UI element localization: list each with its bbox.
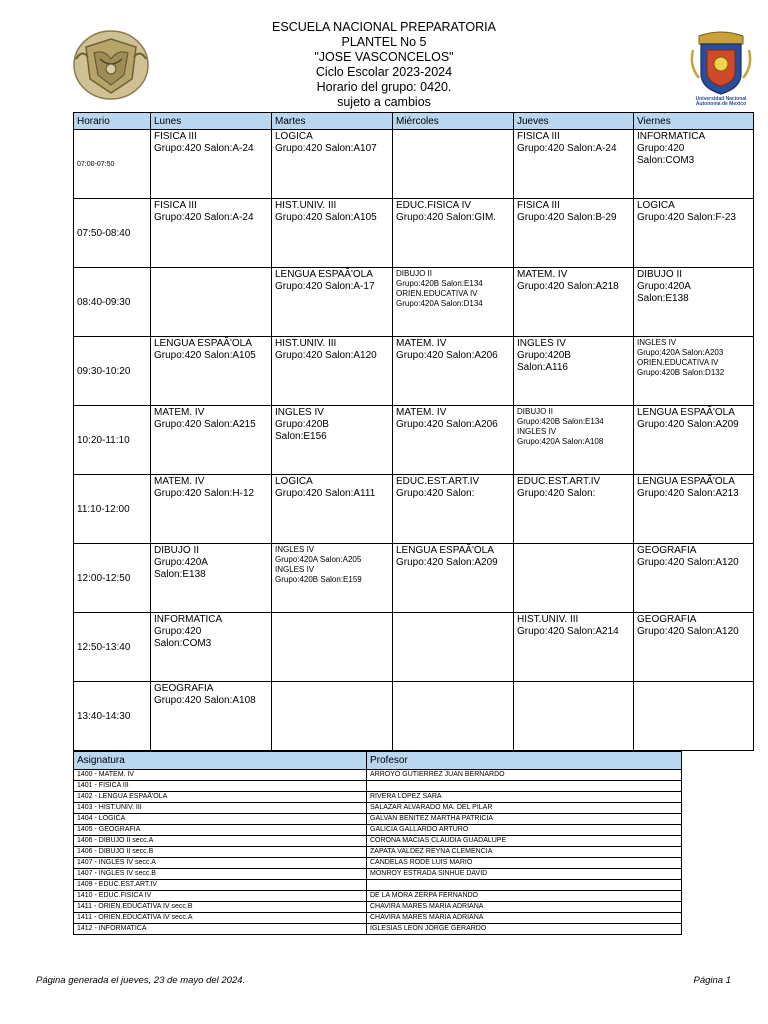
class-cell [151,199,272,268]
class-location: Grupo:420 Salon:A215 [154,419,256,430]
professor-name: GALICIA GALLARDO ARTURO [367,825,682,836]
class-location: Grupo:420 Salon:A209 [637,419,739,430]
class-cell [393,268,514,337]
class-cell [634,406,754,475]
class-location: Grupo:420A [637,281,691,292]
subject-name: 1402 - LENGUA ESPAÃ'OLA [74,792,367,803]
subject-row [74,902,682,913]
class-subject: MATEM. IV [154,476,205,487]
subject-row [74,891,682,902]
class-subject: FISICA III [154,131,197,142]
class-location: Grupo:420 Salon:A218 [517,281,619,292]
professor-name: CHAVIRA MARES MARIA ADRIANA [367,902,682,913]
schedule-header-row [74,113,754,130]
subject-name: 1409 - EDUC.EST.ART.IV [74,880,367,891]
time-slot: 07:50-08:40 [74,199,151,268]
subject-name: 1411 - ORIEN.EDUCATIVA IV secc.B [74,902,367,913]
schedule-row [74,337,754,406]
class-subject: DIBUJO II [396,269,433,278]
class-cell [151,475,272,544]
subject-name: 1405 - GEOGRAFIA [74,825,367,836]
professor-name: DE LA MORA ZERPA FERNANDO [367,891,682,902]
class-subject: GEOGRAFIA [637,614,697,625]
class-cell [393,199,514,268]
class-location: Grupo:420A [154,557,208,568]
class-location: Grupo:420B Salon:D132 [637,368,725,377]
class-location: Grupo:420A Salon:A108 [517,437,604,446]
class-subject: HIST.UNIV. III [275,338,337,349]
class-subject: EDUC.EST.ART.IV [396,476,480,487]
class-location: Salon:COM3 [637,155,695,166]
class-cell [393,544,514,613]
class-location: Grupo:420 Salon:A108 [154,695,256,706]
header-martes: Martes [272,113,393,130]
professor-name [367,880,682,891]
subject-row [74,803,682,814]
professor-name: IGLESIAS LEON JORGE GERARDO [367,924,682,935]
class-cell [393,406,514,475]
subject-name: 1407 - INGLES IV secc.B [74,869,367,880]
header-miercoles: Miércoles [393,113,514,130]
time-slot: 10:20-11:10 [74,406,151,475]
subject-row [74,880,682,891]
school-name: ESCUELA NACIONAL PREPARATORIA [272,20,496,34]
subject-name: 1410 - EDUC.FISICA IV [74,891,367,902]
class-subject: INGLES IV [275,545,315,554]
class-location: Grupo:420 [637,143,685,154]
class-cell [272,613,393,682]
professor-name [367,781,682,792]
time-slot: 07:00-07:50 [74,130,151,199]
class-cell [514,682,634,751]
class-subject: MATEM. IV [517,269,568,280]
class-location: Salon:COM3 [154,638,212,649]
class-location: Grupo:420A Salon:A203 [637,348,724,357]
class-cell [151,544,272,613]
professor-name: MONROY ESTRADA SINHUE DAVID [367,869,682,880]
class-subject: LENGUA ESPAÃ'OLA [154,338,252,349]
class-cell [393,475,514,544]
class-cell [514,337,634,406]
class-subject: DIBUJO II [637,269,683,280]
class-location: Grupo:420 Salon:A206 [396,350,498,361]
page-number: Página 1 [693,975,731,986]
class-subject: INGLES IV [275,565,315,574]
class-location: Grupo:420 Salon:A105 [154,350,256,361]
class-cell [514,268,634,337]
class-location: Grupo:420 Salon:A107 [275,143,377,154]
class-cell [634,130,754,199]
subject-name: 1406 - DIBUJO II secc.B [74,847,367,858]
header-lunes: Lunes [151,113,272,130]
class-location: Grupo:420 Salon:A120 [275,350,377,361]
subject-name: 1401 - FISICA III [74,781,367,792]
schedule-row [74,682,754,751]
class-location: Salon:E138 [637,293,689,304]
subject-name: 1407 - INGLES IV secc.A [74,858,367,869]
time-slot: 09:30-10:20 [74,337,151,406]
class-cell [151,268,272,337]
class-cell [272,544,393,613]
class-cell [514,406,634,475]
campus-title: "JOSE VASCONCELOS" [314,50,454,64]
campus-name: PLANTEL No 5 [341,35,427,49]
subject-row [74,781,682,792]
class-cell [151,406,272,475]
class-cell [272,130,393,199]
class-location: Grupo:420B Salon:E134 [396,279,483,288]
professor-name: CANDELAS RODE LUIS MARIO [367,858,682,869]
subject-row [74,825,682,836]
subject-name: 1406 - DIBUJO II secc.A [74,836,367,847]
class-subject: DIBUJO II [154,545,200,556]
class-subject: INGLES IV [517,338,566,349]
professor-name: CHAVIRA MARES MARIA ADRIANA [367,913,682,924]
class-location: Grupo:420 Salon: [396,488,475,499]
class-location: Grupo:420B Salon:E159 [275,575,362,584]
time-slot: 11:10-12:00 [74,475,151,544]
professor-name: ARROYO GUTIERREZ JUAN BERNARDO [367,770,682,781]
schedule-row [74,406,754,475]
subject-row [74,924,682,935]
header-jueves: Jueves [514,113,634,130]
class-subject: MATEM. IV [396,407,447,418]
class-subject: INFORMATICA [637,131,706,142]
class-subject: FISICA III [517,200,560,211]
class-cell [514,199,634,268]
subject-name: 1411 - ORIEN.EDUCATIVA IV secc.A [74,913,367,924]
svg-text:Autonoma de Mexico: Autonoma de Mexico [695,101,747,106]
class-location: Grupo:420 Salon:A-24 [154,143,254,154]
class-location: Salon:E138 [154,569,206,580]
header-asignatura: Asignatura [74,752,367,770]
professor-name: ZAPATA VALDEZ REYNA CLEMENCIA [367,847,682,858]
class-location: Grupo:420 Salon:A206 [396,419,498,430]
class-subject: DIBUJO II [517,407,554,416]
header-profesor: Profesor [367,752,682,770]
schedule-table [73,112,754,751]
subject-row [74,869,682,880]
class-location: Salon:A116 [517,362,568,373]
class-cell [272,475,393,544]
class-cell [272,406,393,475]
class-location: Grupo:420 Salon:A120 [637,626,739,637]
class-subject: MATEM. IV [154,407,205,418]
class-cell [634,544,754,613]
schedule-row [74,199,754,268]
class-subject: EDUC.EST.ART.IV [517,476,601,487]
time-slot: 12:50-13:40 [74,613,151,682]
class-cell [634,268,754,337]
professor-name: GALVAN BENITEZ MARTHA PATRICIA [367,814,682,825]
class-location: Grupo:420 Salon:A-17 [275,281,375,292]
subject-to-change-note: sujeto a cambios [337,95,431,109]
class-cell [514,475,634,544]
schedule-row [74,613,754,682]
schedule-row [74,268,754,337]
class-location: Grupo:420B [517,350,571,361]
subject-name: 1400 - MATEM. IV [74,770,367,781]
header-viernes: Viernes [634,113,754,130]
generated-date: Página generada el jueves, 23 de mayo del 2024. [36,975,246,986]
subject-row [74,770,682,781]
class-location: Grupo:420A Salon:D134 [396,299,483,308]
subject-name: 1412 - INFORMATICA [74,924,367,935]
class-subject: LOGICA [637,200,675,211]
class-subject: LENGUA ESPAÃ'OLA [396,545,494,556]
class-subject: INGLES IV [517,427,557,436]
class-subject: HIST.UNIV. III [517,614,579,625]
class-location: Grupo:420 Salon:F-23 [637,212,736,223]
class-location: Grupo:420 [154,626,202,637]
class-subject: EDUC.FISICA IV [396,200,472,211]
class-subject: INGLES IV [637,338,677,347]
class-cell [272,268,393,337]
class-cell [634,337,754,406]
professor-name: SALAZAR ALVARADO MA. DEL PILAR [367,803,682,814]
class-subject: GEOGRAFIA [154,683,214,694]
class-cell [634,475,754,544]
subject-name: 1404 - LOGICA [74,814,367,825]
class-cell [393,337,514,406]
class-cell [272,337,393,406]
subject-row [74,847,682,858]
subject-name: 1403 - HIST.UNIV. III [74,803,367,814]
professor-name: RIVERA LOPEZ SARA [367,792,682,803]
class-location: Grupo:420 Salon:A105 [275,212,377,223]
class-location: Grupo:420 Salon:A111 [275,488,376,499]
class-location: Grupo:420 Salon:B-29 [517,212,617,223]
group-schedule-title: Horario del grupo: 0420. [316,80,452,94]
class-cell [151,613,272,682]
class-subject: LENGUA ESPAÃ'OLA [275,269,373,280]
subjects-header-row [74,752,682,770]
subjects-table [73,751,682,935]
class-subject: LENGUA ESPAÃ'OLA [637,476,735,487]
class-subject: HIST.UNIV. III [275,200,337,211]
class-location: Grupo:420 Salon:H-12 [154,488,255,499]
class-subject: INGLES IV [275,407,324,418]
class-subject: FISICA III [154,200,197,211]
professor-name: CORONA MACIAS CLAUDIA GUADALUPE [367,836,682,847]
class-cell [634,682,754,751]
class-cell [634,199,754,268]
class-location: Salon:E156 [275,431,327,442]
class-cell [151,682,272,751]
subject-row [74,913,682,924]
class-subject: LENGUA ESPAÃ'OLA [637,407,735,418]
class-cell [272,682,393,751]
class-cell [393,682,514,751]
subject-row [74,792,682,803]
class-cell [393,130,514,199]
class-subject: FISICA III [517,131,560,142]
class-cell [514,544,634,613]
schedule-row [74,544,754,613]
class-location: Grupo:420B Salon:E134 [517,417,604,426]
class-location: Grupo:420B [275,419,329,430]
class-location: Grupo:420 Salon:A213 [637,488,739,499]
class-subject: ORIEN.EDUCATIVA IV [637,358,719,367]
header-horario: Horario [74,113,151,130]
class-subject: GEOGRAFIA [637,545,697,556]
class-location: Grupo:420 Salon:A214 [517,626,619,637]
svg-text:Universidad Nacional: Universidad Nacional [695,96,747,102]
class-cell [393,613,514,682]
class-subject: INFORMATICA [154,614,223,625]
class-cell [151,130,272,199]
class-subject: ORIEN.EDUCATIVA IV [396,289,478,298]
class-cell [514,130,634,199]
class-location: Grupo:420 Salon:A120 [637,557,739,568]
subject-row [74,814,682,825]
class-cell [151,337,272,406]
time-slot: 08:40-09:30 [74,268,151,337]
subject-row [74,858,682,869]
document-header [0,20,768,110]
class-location: Grupo:420 Salon:GIM. [396,212,497,223]
class-location: Grupo:420 Salon:A209 [396,557,498,568]
class-location: Grupo:420 Salon:A-24 [517,143,617,154]
class-cell [272,199,393,268]
class-cell [634,613,754,682]
class-cell [514,613,634,682]
class-location: Grupo:420A Salon:A205 [275,555,362,564]
subject-row [74,836,682,847]
time-slot: 12:00-12:50 [74,544,151,613]
schedule-row [74,130,754,199]
class-location: Grupo:420 Salon:A-24 [154,212,254,223]
time-slot: 13:40-14:30 [74,682,151,751]
schedule-row [74,475,754,544]
school-year: Ciclo Escolar 2023-2024 [315,65,453,79]
class-location: Grupo:420 Salon: [517,488,596,499]
class-subject: LOGICA [275,476,313,487]
class-subject: MATEM. IV [396,338,447,349]
class-subject: LOGICA [275,131,313,142]
